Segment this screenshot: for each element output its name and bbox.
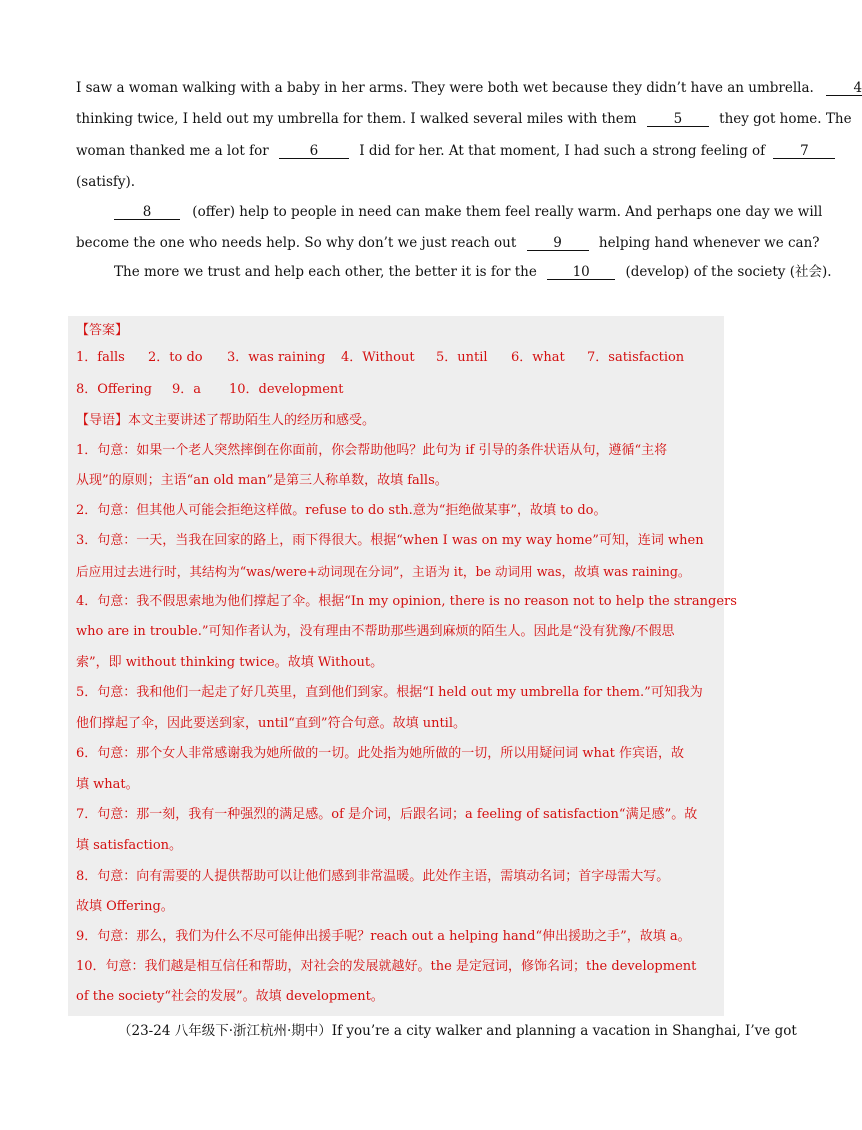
blank-6 (279, 144, 349, 159)
passage-line-7 (114, 263, 832, 281)
answer-item: 5．until (436, 350, 488, 365)
blank-10 (547, 265, 615, 280)
answer-item: 1．falls (76, 350, 125, 365)
explanation-line: 7．句意：那一刻，我有一种强烈的满足感。of 是介词，后跟名词；a feeling of satisfaction“满足感”。故 (76, 807, 698, 822)
passage-line-2 (76, 110, 852, 128)
answer-item: 8．Offering (76, 382, 152, 397)
passage-text: (satisfy). (76, 174, 136, 190)
passage-line-4 (76, 173, 135, 191)
passage-text: The more we trust and help each other, the better it is for the (114, 264, 537, 280)
passage-line-3 (76, 142, 835, 160)
passage-text: thinking twice, I held out my umbrella for them. I walked several miles with them (76, 111, 637, 127)
answer-item: 9．a (172, 382, 202, 397)
passage-line-5 (114, 203, 822, 221)
guide-text: 【导语】本文主要讲述了帮助陌生人的经历和感受。 (76, 413, 376, 428)
blank-5 (647, 112, 709, 127)
explanation-line: 从现”的原则；主语“an old man”是第三人称单数，故填 falls。 (76, 473, 448, 488)
blank-number: 5 (673, 111, 683, 127)
answer-header: 【答案】 (76, 323, 129, 338)
answer-item: 7．satisfaction (587, 350, 685, 365)
blank-number: 10 (572, 264, 590, 280)
blank-8 (114, 205, 180, 220)
blank-number: 9 (553, 235, 562, 251)
explanation-line: 1．句意：如果一个老人突然摔倒在你面前，你会帮助他吗？此句为 if 引导的条件状语从句，遵循“主将 (76, 443, 668, 458)
explanation-line: 填 satisfaction。 (76, 838, 183, 853)
explanation-line: 9．句意：那么，我们为什么不尽可能伸出援手呢？reach out a helping hand“伸出援助之手”，故填 a。 (76, 929, 691, 944)
blank-number: 7 (800, 143, 809, 159)
passage-text: I saw a woman walking with a baby in her arms. They were both wet because they didn’t have an umbrella. (76, 80, 814, 96)
explanation-line: 故填 Offering。 (76, 899, 174, 914)
passage-line-1 (76, 79, 862, 97)
passage-text: they got home. The (719, 111, 852, 127)
passage-text: become the one who needs help. So why don’t we just reach out (76, 235, 517, 251)
blank-number: 4 (853, 80, 862, 96)
explanation-line: 10．句意：我们越是相互信任和帮助，对社会的发展就越好。the 是定冠词，修饰名词；the development (76, 959, 697, 974)
explanation-line: 后应用过去进行时，其结构为“was/were+动词现在分词”，主语为 it，be 动词用 was，故填 was raining。 (76, 564, 691, 579)
answer-guide (76, 412, 375, 430)
passage-text: (develop) of the society (社会). (625, 264, 832, 280)
explanation-line: who are in trouble.”可知作者认为，没有理由不帮助那些遇到麻烦的陌生人。因此是“没有犹豫/不假思 (76, 624, 675, 639)
blank-4 (826, 81, 862, 96)
explanation-line: 2．句意：但其他人可能会拒绝这样做。refuse to do sth.意为“拒绝做某事”，故填 to do。 (76, 503, 607, 518)
answer-item: 4．Without (341, 350, 415, 365)
explanation-line: 填 what。 (76, 777, 139, 792)
passage-text: I did for her. At that moment, I had such a strong feeling of (359, 143, 766, 159)
passage-text: helping hand whenever we can? (598, 235, 820, 251)
answer-row-2 (0, 381, 800, 399)
passage-text: woman thanked me a lot for (76, 143, 269, 159)
next-question-intro: （23-24 八年级下·浙江杭州·期中）If you’re a city walker and planning a vacation in Shanghai, I’ve got (118, 1023, 797, 1039)
explanation-line: 8．句意：向有需要的人提供帮助可以让他们感到非常温暖。此处作主语，需填动名词；首字母需大写。 (76, 869, 670, 884)
explanation-line: 3．句意：一天，当我在回家的路上，雨下得很大。根据“when I was on my way home”可知，连词 when (76, 533, 704, 548)
blank-number: 6 (309, 143, 319, 159)
explanation-line: 5．句意：我和他们一起走了好几英里，直到他们到家。根据“I held out my umbrella for them.”可知我为 (76, 685, 703, 700)
explanation-line: of the society“社会的发展”。故填 development。 (76, 989, 384, 1004)
explanation-line: 4．句意：我不假思索地为他们撑起了伞。根据“In my opinion, there is no reason not to help the strangers (76, 594, 737, 609)
blank-7 (773, 144, 835, 159)
answer-item: 6．what (511, 350, 565, 365)
passage-line-6 (76, 234, 820, 252)
explanation-line: 索”，即 without thinking twice。故填 Without。 (76, 655, 384, 670)
answer-item: 2．to do (148, 350, 203, 365)
explanation-line: 6．句意：那个女人非常感谢我为她所做的一切。此处指为她所做的一切，所以用疑问词 what 作宾语，故 (76, 746, 685, 761)
answer-row-1 (0, 349, 800, 367)
blank-number: 8 (142, 204, 152, 220)
answer-item: 10．development (229, 382, 344, 397)
answer-item: 3．was raining (227, 350, 326, 365)
passage-text: (offer) help to people in need can make them feel really warm. And perhaps one day we will (192, 204, 823, 220)
explanation-line: 他们撑起了伞，因此要送到家，until“直到”符合句意。故填 until。 (76, 716, 466, 731)
blank-9 (527, 236, 589, 251)
